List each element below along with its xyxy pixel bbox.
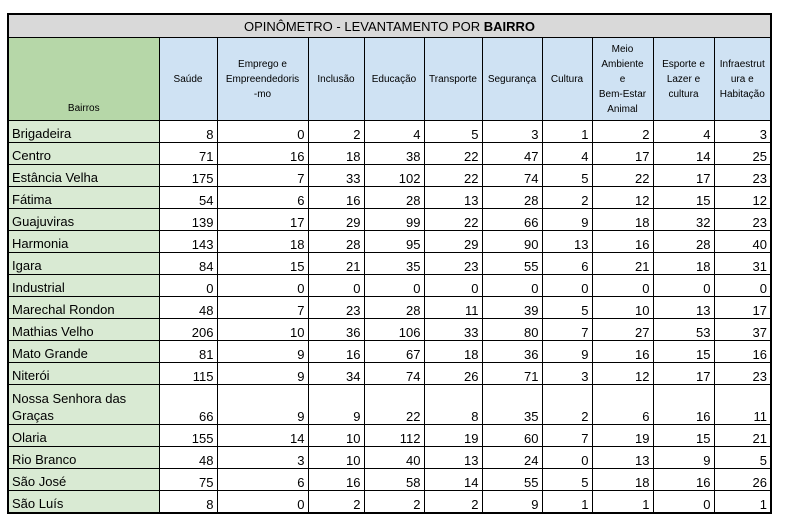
- column-header-bairros[interactable]: Bairros: [8, 38, 159, 121]
- value-cell[interactable]: 10: [217, 319, 308, 341]
- value-cell[interactable]: 74: [482, 165, 542, 187]
- value-cell[interactable]: 21: [592, 253, 653, 275]
- value-cell[interactable]: 16: [592, 231, 653, 253]
- value-cell[interactable]: 9: [308, 385, 364, 425]
- value-cell[interactable]: 8: [159, 121, 217, 143]
- value-cell[interactable]: 47: [482, 143, 542, 165]
- value-cell[interactable]: 67: [364, 341, 424, 363]
- value-cell[interactable]: 95: [364, 231, 424, 253]
- value-cell[interactable]: 1: [592, 491, 653, 514]
- value-cell[interactable]: 112: [364, 425, 424, 447]
- bairro-name-cell[interactable]: Brigadeira: [8, 121, 159, 143]
- value-cell[interactable]: 17: [714, 297, 771, 319]
- bairro-name-cell[interactable]: São Luís: [8, 491, 159, 514]
- value-cell[interactable]: 66: [482, 209, 542, 231]
- value-cell[interactable]: 22: [424, 143, 482, 165]
- value-cell[interactable]: 26: [424, 363, 482, 385]
- value-cell[interactable]: 29: [424, 231, 482, 253]
- value-cell[interactable]: 15: [217, 253, 308, 275]
- value-cell[interactable]: 48: [159, 297, 217, 319]
- value-cell[interactable]: 54: [159, 187, 217, 209]
- value-cell[interactable]: 35: [482, 385, 542, 425]
- value-cell[interactable]: 4: [542, 143, 592, 165]
- value-cell[interactable]: 0: [542, 275, 592, 297]
- bairro-name-cell[interactable]: Estância Velha: [8, 165, 159, 187]
- value-cell[interactable]: 3: [714, 121, 771, 143]
- value-cell[interactable]: 6: [217, 469, 308, 491]
- value-cell[interactable]: 8: [159, 491, 217, 514]
- value-cell[interactable]: 21: [308, 253, 364, 275]
- value-cell[interactable]: 28: [653, 231, 714, 253]
- value-cell[interactable]: 16: [217, 143, 308, 165]
- value-cell[interactable]: 40: [714, 231, 771, 253]
- value-cell[interactable]: 22: [592, 165, 653, 187]
- value-cell[interactable]: 3: [217, 447, 308, 469]
- value-cell[interactable]: 17: [653, 165, 714, 187]
- table-row: [8, 121, 771, 143]
- value-cell[interactable]: 16: [308, 341, 364, 363]
- bairro-name-cell[interactable]: Fátima: [8, 187, 159, 209]
- value-cell[interactable]: 6: [542, 253, 592, 275]
- table-row: [8, 447, 771, 469]
- value-cell[interactable]: 0: [542, 447, 592, 469]
- column-header[interactable]: Transporte: [424, 38, 482, 121]
- value-cell[interactable]: 58: [364, 469, 424, 491]
- table-row: [8, 231, 771, 253]
- value-cell[interactable]: 0: [592, 275, 653, 297]
- value-cell[interactable]: 0: [159, 275, 217, 297]
- value-cell[interactable]: 2: [424, 491, 482, 514]
- value-cell[interactable]: 7: [542, 319, 592, 341]
- value-cell[interactable]: 1: [542, 491, 592, 514]
- value-cell[interactable]: 13: [424, 447, 482, 469]
- value-cell[interactable]: 175: [159, 165, 217, 187]
- value-cell[interactable]: 0: [308, 275, 364, 297]
- value-cell[interactable]: 16: [592, 341, 653, 363]
- table-title-prefix: OPINÔMETRO - LEVANTAMENTO POR: [243, 18, 484, 34]
- value-cell[interactable]: 29: [308, 209, 364, 231]
- value-cell[interactable]: 115: [159, 363, 217, 385]
- value-cell[interactable]: 6: [217, 187, 308, 209]
- value-cell[interactable]: 11: [714, 385, 771, 425]
- value-cell[interactable]: 26: [714, 469, 771, 491]
- value-cell[interactable]: 24: [482, 447, 542, 469]
- value-cell[interactable]: 13: [592, 447, 653, 469]
- value-cell[interactable]: 16: [308, 469, 364, 491]
- bairro-name-cell[interactable]: Harmonia: [8, 231, 159, 253]
- value-cell[interactable]: 60: [482, 425, 542, 447]
- column-header[interactable]: Emprego e Empreendedoris -mo: [217, 38, 308, 121]
- value-cell[interactable]: 206: [159, 319, 217, 341]
- value-cell[interactable]: 0: [714, 275, 771, 297]
- value-cell[interactable]: 9: [542, 341, 592, 363]
- bairro-name-cell[interactable]: Mato Grande: [8, 341, 159, 363]
- value-cell[interactable]: 3: [482, 121, 542, 143]
- value-cell[interactable]: 33: [424, 319, 482, 341]
- value-cell[interactable]: 23: [714, 209, 771, 231]
- bairro-name-cell[interactable]: Centro: [8, 143, 159, 165]
- column-header[interactable]: Saúde: [159, 38, 217, 121]
- value-cell[interactable]: 13: [653, 297, 714, 319]
- value-cell[interactable]: 5: [424, 121, 482, 143]
- value-cell[interactable]: 75: [159, 469, 217, 491]
- table-row: [8, 187, 771, 209]
- value-cell[interactable]: 0: [424, 275, 482, 297]
- value-cell[interactable]: 66: [159, 385, 217, 425]
- value-cell[interactable]: 28: [482, 187, 542, 209]
- value-cell[interactable]: 5: [542, 469, 592, 491]
- value-cell[interactable]: 3: [542, 363, 592, 385]
- value-cell[interactable]: 5: [714, 447, 771, 469]
- bairro-name-cell[interactable]: São José: [8, 469, 159, 491]
- value-cell[interactable]: 25: [714, 143, 771, 165]
- header-row: [8, 38, 771, 121]
- value-cell[interactable]: 0: [653, 275, 714, 297]
- table-row: [8, 165, 771, 187]
- value-cell[interactable]: 13: [542, 231, 592, 253]
- value-cell[interactable]: 16: [653, 385, 714, 425]
- value-cell[interactable]: 17: [217, 209, 308, 231]
- bairro-name-cell[interactable]: Mathias Velho: [8, 319, 159, 341]
- opinometro-table: [7, 13, 772, 514]
- value-cell[interactable]: 18: [653, 253, 714, 275]
- value-cell[interactable]: 12: [714, 187, 771, 209]
- value-cell[interactable]: 32: [653, 209, 714, 231]
- table-title-bold: BAIRRO: [483, 18, 536, 34]
- value-cell[interactable]: 10: [592, 297, 653, 319]
- value-cell[interactable]: 9: [217, 385, 308, 425]
- bairro-name-cell[interactable]: Rio Branco: [8, 447, 159, 469]
- table-row: [8, 425, 771, 447]
- bairro-name-cell[interactable]: Guajuviras: [8, 209, 159, 231]
- value-cell[interactable]: 0: [482, 275, 542, 297]
- value-cell[interactable]: 38: [364, 143, 424, 165]
- value-cell[interactable]: 7: [217, 297, 308, 319]
- value-cell[interactable]: 22: [424, 209, 482, 231]
- table-row: [8, 319, 771, 341]
- column-header[interactable]: Cultura: [542, 38, 592, 121]
- value-cell[interactable]: 55: [482, 469, 542, 491]
- value-cell[interactable]: 14: [653, 143, 714, 165]
- value-cell[interactable]: 16: [308, 187, 364, 209]
- column-header[interactable]: Meio Ambiente e Bem-Estar Animal: [592, 38, 653, 121]
- value-cell[interactable]: 31: [714, 253, 771, 275]
- value-cell[interactable]: 2: [308, 121, 364, 143]
- value-cell[interactable]: 9: [217, 341, 308, 363]
- bairro-name-cell[interactable]: Niterói: [8, 363, 159, 385]
- value-cell[interactable]: 48: [159, 447, 217, 469]
- value-cell[interactable]: 18: [424, 341, 482, 363]
- value-cell[interactable]: 39: [482, 297, 542, 319]
- value-cell[interactable]: 14: [424, 469, 482, 491]
- table-title[interactable]: [8, 14, 771, 38]
- value-cell[interactable]: 0: [364, 275, 424, 297]
- value-cell[interactable]: 10: [308, 447, 364, 469]
- value-cell[interactable]: 2: [542, 385, 592, 425]
- value-cell[interactable]: 23: [308, 297, 364, 319]
- value-cell[interactable]: 9: [542, 209, 592, 231]
- value-cell[interactable]: 143: [159, 231, 217, 253]
- value-cell[interactable]: 16: [653, 469, 714, 491]
- table-row: [8, 363, 771, 385]
- value-cell[interactable]: 55: [482, 253, 542, 275]
- table-row: [8, 341, 771, 363]
- value-cell[interactable]: 22: [424, 165, 482, 187]
- value-cell[interactable]: 11: [424, 297, 482, 319]
- value-cell[interactable]: 6: [592, 385, 653, 425]
- value-cell[interactable]: 4: [364, 121, 424, 143]
- column-header[interactable]: Segurança: [482, 38, 542, 121]
- value-cell[interactable]: 22: [364, 385, 424, 425]
- value-cell[interactable]: 36: [482, 341, 542, 363]
- value-cell[interactable]: 15: [653, 187, 714, 209]
- value-cell[interactable]: 2: [542, 187, 592, 209]
- column-header[interactable]: Esporte e Lazer e cultura: [653, 38, 714, 121]
- value-cell[interactable]: 17: [653, 363, 714, 385]
- value-cell[interactable]: 80: [482, 319, 542, 341]
- value-cell[interactable]: 2: [592, 121, 653, 143]
- value-cell[interactable]: 37: [714, 319, 771, 341]
- value-cell[interactable]: 0: [217, 491, 308, 514]
- bairro-name-cell[interactable]: Nossa Senhora das Graças: [8, 385, 159, 425]
- bairro-name-cell[interactable]: Igara: [8, 253, 159, 275]
- value-cell[interactable]: 99: [364, 209, 424, 231]
- table-row: [8, 469, 771, 491]
- value-cell[interactable]: 19: [592, 425, 653, 447]
- value-cell[interactable]: 9: [217, 363, 308, 385]
- value-cell[interactable]: 1: [542, 121, 592, 143]
- value-cell[interactable]: 5: [542, 297, 592, 319]
- value-cell[interactable]: 84: [159, 253, 217, 275]
- column-header[interactable]: Educação: [364, 38, 424, 121]
- value-cell[interactable]: 17: [592, 143, 653, 165]
- value-cell[interactable]: 0: [217, 121, 308, 143]
- value-cell[interactable]: 0: [653, 491, 714, 514]
- table-row: [8, 491, 771, 514]
- value-cell[interactable]: 74: [364, 363, 424, 385]
- bairro-name-cell[interactable]: Olaria: [8, 425, 159, 447]
- value-cell[interactable]: 7: [542, 425, 592, 447]
- bairro-name-cell[interactable]: Industrial: [8, 275, 159, 297]
- value-cell[interactable]: 2: [308, 491, 364, 514]
- table-row: [8, 297, 771, 319]
- value-cell[interactable]: 71: [159, 143, 217, 165]
- value-cell[interactable]: 33: [308, 165, 364, 187]
- value-cell[interactable]: 81: [159, 341, 217, 363]
- value-cell[interactable]: 40: [364, 447, 424, 469]
- table-row: [8, 275, 771, 297]
- value-cell[interactable]: 155: [159, 425, 217, 447]
- value-cell[interactable]: 106: [364, 319, 424, 341]
- value-cell[interactable]: 12: [592, 363, 653, 385]
- value-cell[interactable]: 34: [308, 363, 364, 385]
- value-cell[interactable]: 18: [592, 469, 653, 491]
- value-cell[interactable]: 10: [308, 425, 364, 447]
- table-body: [8, 121, 771, 514]
- value-cell[interactable]: 23: [714, 363, 771, 385]
- value-cell[interactable]: 2: [364, 491, 424, 514]
- value-cell[interactable]: 35: [364, 253, 424, 275]
- value-cell[interactable]: 0: [217, 275, 308, 297]
- value-cell[interactable]: 5: [542, 165, 592, 187]
- column-header[interactable]: Inclusão: [308, 38, 364, 121]
- value-cell[interactable]: 9: [482, 491, 542, 514]
- table-row: [8, 253, 771, 275]
- value-cell[interactable]: 7: [217, 165, 308, 187]
- value-cell[interactable]: 18: [592, 209, 653, 231]
- value-cell[interactable]: 53: [653, 319, 714, 341]
- value-cell[interactable]: 16: [714, 341, 771, 363]
- bairro-name-cell[interactable]: Marechal Rondon: [8, 297, 159, 319]
- value-cell[interactable]: 139: [159, 209, 217, 231]
- value-cell[interactable]: 28: [364, 297, 424, 319]
- table-row: [8, 143, 771, 165]
- value-cell[interactable]: 15: [653, 425, 714, 447]
- value-cell[interactable]: 21: [714, 425, 771, 447]
- value-cell[interactable]: 4: [653, 121, 714, 143]
- value-cell[interactable]: 28: [364, 187, 424, 209]
- value-cell[interactable]: 14: [217, 425, 308, 447]
- value-cell[interactable]: 15: [653, 341, 714, 363]
- value-cell[interactable]: 90: [482, 231, 542, 253]
- value-cell[interactable]: 36: [308, 319, 364, 341]
- value-cell[interactable]: 23: [714, 165, 771, 187]
- value-cell[interactable]: 8: [424, 385, 482, 425]
- value-cell[interactable]: 27: [592, 319, 653, 341]
- value-cell[interactable]: 19: [424, 425, 482, 447]
- table-row: [8, 385, 771, 425]
- column-header[interactable]: Infraestrut ura e Habitação: [714, 38, 771, 121]
- value-cell[interactable]: 18: [217, 231, 308, 253]
- value-cell[interactable]: 18: [308, 143, 364, 165]
- value-cell[interactable]: 71: [482, 363, 542, 385]
- value-cell[interactable]: 12: [592, 187, 653, 209]
- table-row: [8, 209, 771, 231]
- value-cell[interactable]: 102: [364, 165, 424, 187]
- value-cell[interactable]: 1: [714, 491, 771, 514]
- value-cell[interactable]: 9: [653, 447, 714, 469]
- value-cell[interactable]: 13: [424, 187, 482, 209]
- value-cell[interactable]: 23: [424, 253, 482, 275]
- value-cell[interactable]: 28: [308, 231, 364, 253]
